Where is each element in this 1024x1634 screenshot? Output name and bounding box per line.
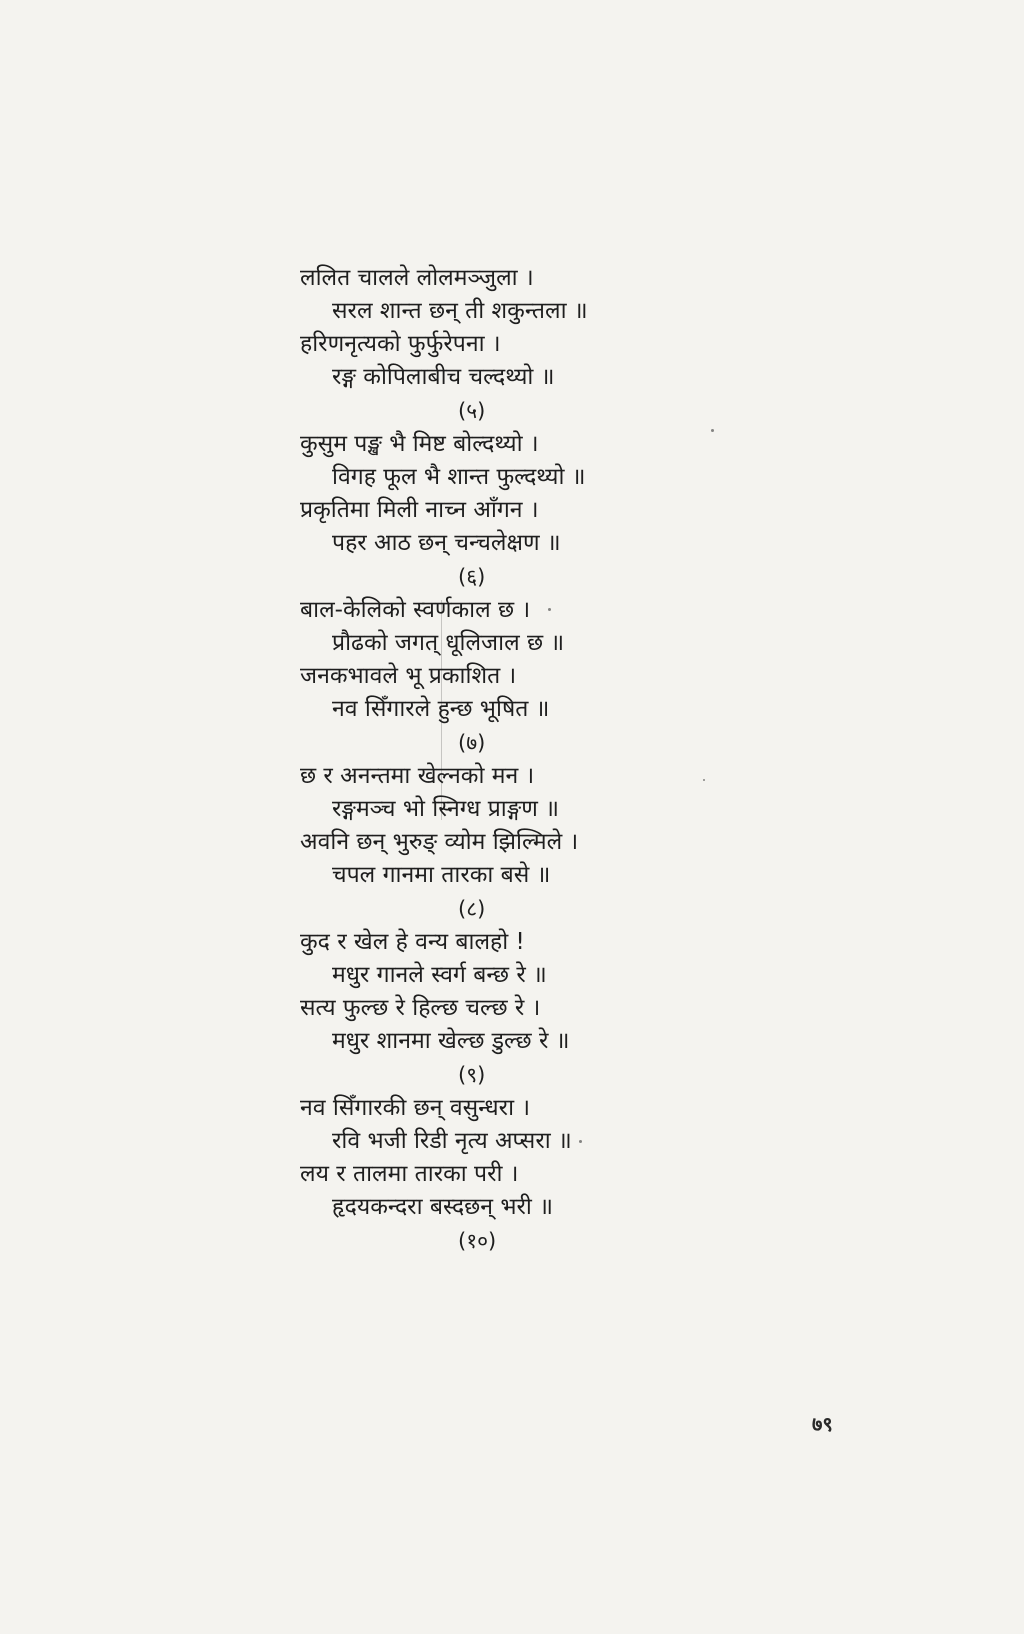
page-number: ७९ (812, 1412, 833, 1436)
stanza-number: (१०) (458, 1229, 497, 1253)
verse-line: रङ्ग कोपिलाबीच चल्दथ्यो ॥ (332, 364, 555, 390)
verse-line: प्रकृतिमा मिली नाच्न आँगन । (300, 497, 539, 523)
verse-line: सत्य फुल्छ रे हिल्छ चल्छ रे । (300, 995, 541, 1021)
stanza (300, 594, 660, 760)
ink-speck (703, 779, 705, 781)
verse-line: पहर आठ छन् चन्चलेक्षण ॥ (332, 530, 561, 556)
verse-line: मधुर शानमा खेल्छ डुल्छ रे ॥ (332, 1028, 570, 1054)
stanza-number: (५) (458, 399, 486, 423)
verse-line: नव सिँगारकी छन् वसुन्धरा । (300, 1095, 531, 1121)
stanza (300, 262, 660, 428)
stanza-number: (७) (458, 731, 486, 755)
verse-line: बाल-केलिको स्वर्णकाल छ । (300, 597, 531, 623)
verse-line: मधुर गानले स्वर्ग बन्छ रे ॥ (332, 962, 547, 988)
stanza (300, 1092, 660, 1258)
verse-line: कुद र खेल हे वन्य बालहो ! (300, 929, 525, 955)
verse-line: विगह फूल भै शान्त फुल्दथ्यो ॥ (332, 464, 586, 490)
verse-line: प्रौढको जगत् धूलिजाल छ ॥ (332, 630, 565, 656)
verse-line: हृदयकन्दरा बस्दछन् भरी ॥ (332, 1194, 553, 1220)
ink-speck (711, 429, 714, 432)
verse-line: ललित चालले लोलमञ्जुला । (300, 265, 534, 291)
stanza (300, 926, 660, 1092)
verse-line: कुसुम पङ्ख भै मिष्ट बोल्दथ्यो । (300, 431, 539, 457)
stanza (300, 428, 660, 594)
verse-line: लय र तालमा तारका परी । (300, 1161, 519, 1187)
stanza-number: (६) (458, 565, 486, 589)
verse-line: छ र अनन्तमा खेल्नको मन । (300, 763, 535, 789)
verse-line: रवि भजी रिडी नृत्य अप्सरा ॥ (332, 1128, 572, 1154)
verse-line: सरल शान्त छन् ती शकुन्तला ॥ (332, 298, 588, 324)
stanza-number: (८) (458, 897, 486, 921)
verse-line: नव सिँगारले हुन्छ भूषित ॥ (332, 696, 550, 722)
verse-line: हरिणनृत्यको फुर्फुरेपना । (300, 331, 501, 357)
poem-body (300, 262, 660, 1258)
verse-line: अवनि छन् भुरुङ् व्योम झिल्मिले । (300, 829, 579, 855)
verse-line: जनकभावले भू प्रकाशित । (300, 663, 517, 689)
verse-line: रङ्गमञ्च भो स्निग्ध प्राङ्गण ॥ (332, 796, 560, 822)
stanza-number: (९) (458, 1063, 486, 1087)
verse-line: चपल गानमा तारका बसे ॥ (332, 862, 551, 888)
stanza (300, 760, 660, 926)
